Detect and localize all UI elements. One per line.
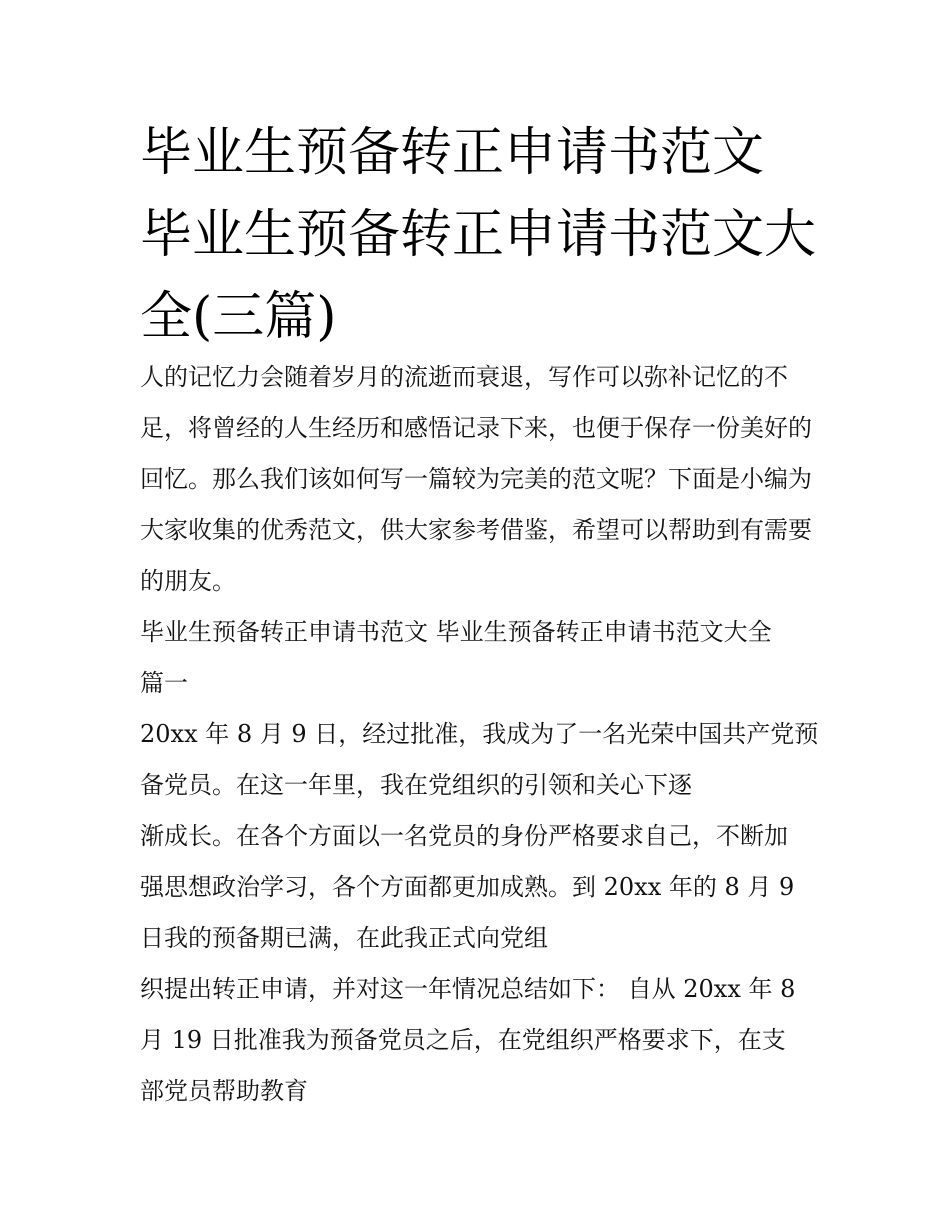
body-line: 部党员帮助教育 [140,1077,308,1105]
body-line: 日我的预备期已满，在此我正式向党组 [140,924,548,952]
body-line: 强思想政治学习，各个方面都更加成熟。到 20xx 年的 8 月 9 [140,873,795,901]
body-line: 月 19 日批准我为预备党员之后，在党组织严格要求下，在支 [140,1026,786,1054]
body-text [140,709,830,1117]
body-line: 渐成长。在各个方面以一名党员的身份严格要求自己，不断加 [140,822,788,850]
body-line: 织提出转正申请，并对这一年情况总结如下： 自从 20xx 年 8 [140,975,796,1003]
body-line: 备党员。在这一年里，我在党组织的引领和关心下逐 [140,771,692,799]
section-label: 篇一 [140,669,188,697]
body-line: 20xx 年 8 月 9 日，经过批准，我成为了一名光荣中国共产党预 [140,720,819,748]
document-title: 毕业生预备转正申请书范文 毕业生预备转正申请书范文大全(三篇) [140,123,817,347]
document-body [140,352,830,1117]
intro-paragraph: 人的记忆力会随着岁月的流逝而衰退，写作可以弥补记忆的不足，将曾经的人生经历和感悟记录下来，也便于保存一份美好的回忆。那么我们该如何写一篇较为完美的范文呢？下面是小编为大家收集的优秀范文，供大家参考借鉴，希望可以帮助到有需要的朋友。 [140,363,812,595]
section-heading: 毕业生预备转正申请书范文 毕业生预备转正申请书范文大全 [140,618,772,646]
